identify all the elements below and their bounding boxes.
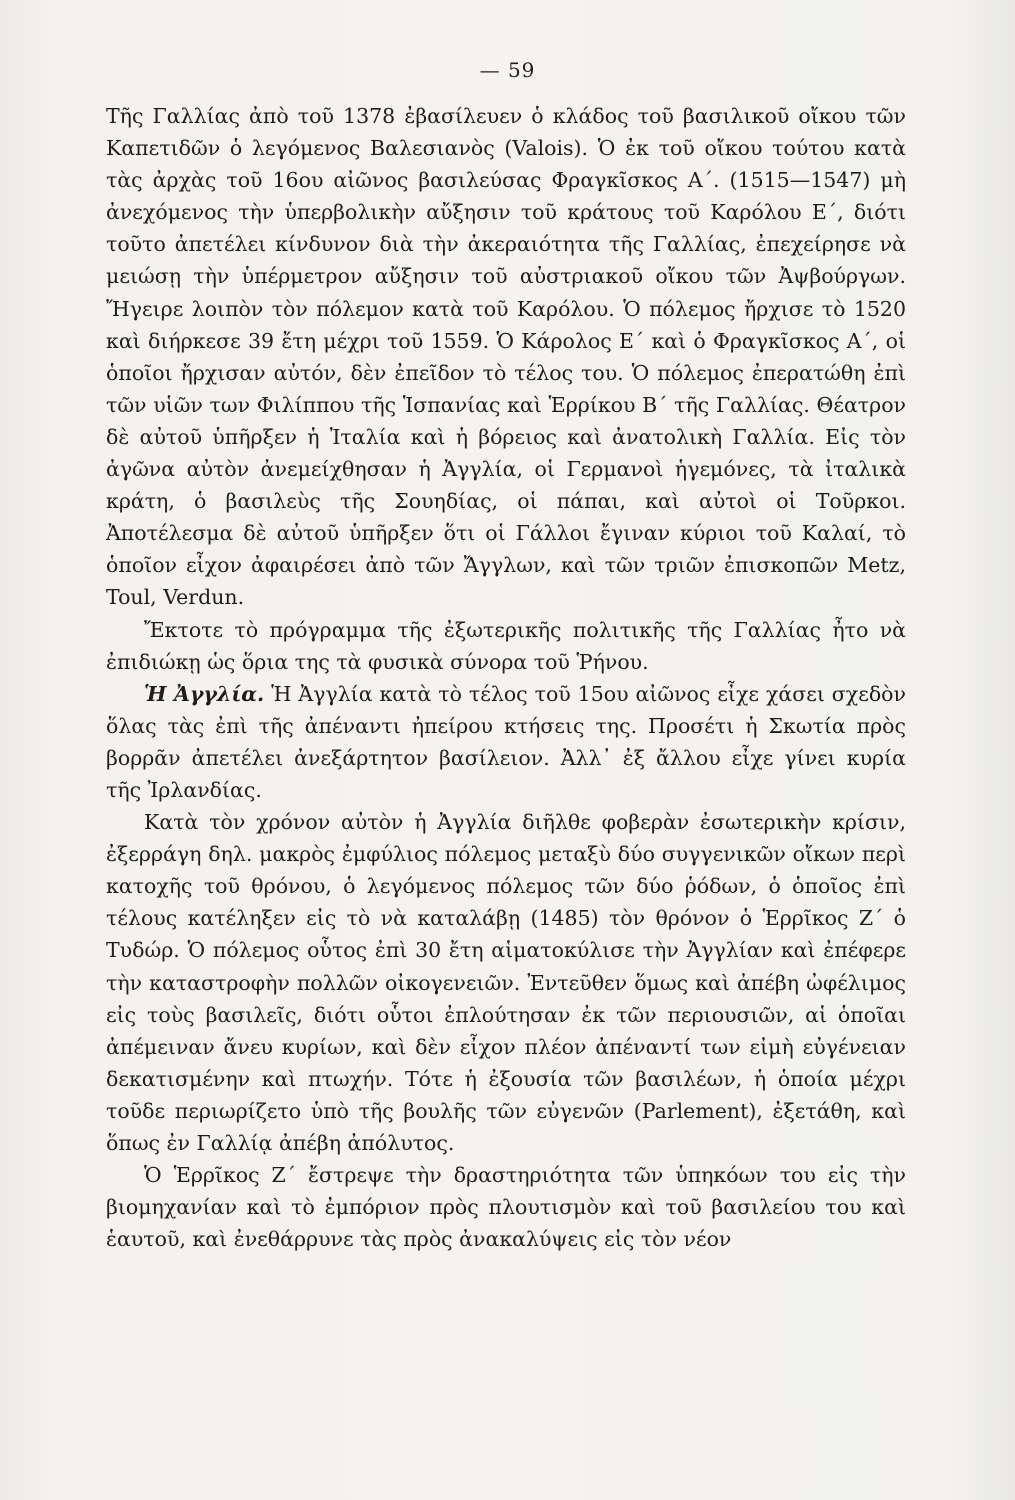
paragraph-england-intro <box>106 678 906 806</box>
paragraph-henry-vii: Ὁ Ἑρρῖκος Ζ΄ ἔστρεψε τὴν δραστηριότητα τῶν ὑπηκόων του εἰς τὴν βιομηχανίαν καὶ τὸ ἐμπόριον πρὸς πλουτισμὸν καὶ τοῦ βασιλείου του καὶ ἑαυτοῦ, καὶ ἐνεθάρρυνε τὰς πρὸς ἀνακαλύψεις εἰς τὸν νέον <box>106 1163 906 1252</box>
paragraph-england-text: Ἡ Ἀγγλία κατὰ τὸ τέλος τοῦ 15ου αἰῶνος εἶχε χάσει σχεδὸν ὅλας τὰς ἐπὶ τῆς ἀπέναντι ἠπείρου κτήσεις της. Προσέτι ἡ Σκωτία πρὸς βορρᾶν ἀπετέλει ἀνεξάρτητον βασίλειον. Ἀλλ᾿ ἐξ ἄλλου εἶχε γίνει κυρία τῆς Ἰρλανδίας. <box>106 681 906 802</box>
page-number: — 59 <box>479 58 536 82</box>
section-heading-england: Ἡ Ἀγγλία. <box>144 681 265 706</box>
paragraph-foreign-policy: Ἔκτοτε τὸ πρόγραμμα τῆς ἐξωτερικῆς πολιτικῆς τῆς Γαλλίας ἦτο νὰ ἐπιδιώκῃ ὡς ὅρια της τὰ φυσικὰ σύνορα τοῦ Ῥήνου. <box>106 617 906 674</box>
body-text <box>106 100 906 1255</box>
paragraph-wars-of-roses: Κατὰ τὸν χρόνον αὐτὸν ἡ Ἀγγλία διῆλθε φοβερὰν ἐσωτερικὴν κρίσιν, ἐξερράγη δηλ. μακρὸς ἐμφύλιος πόλεμος μεταξὺ δύο συγγενικῶν οἴκων περὶ κατοχῆς τοῦ θρόνου, ὁ λεγόμενος πόλεμος τῶν δύο ῥόδων, ὁ ὁποῖος ἐπὶ τέλους κατέληξεν εἰς τὸ νὰ καταλάβῃ (1485) τὸν θρόνον ὁ Ἑρρῖκος Ζ΄ ὁ Τυδώρ. Ὁ πόλεμος οὗτος ἐπὶ 30 ἔτη αἱματοκύλισε τὴν Ἀγγλίαν καὶ ἐπέφερε τὴν καταστροφὴν πολλῶν οἰκογενειῶν. Ἐντεῦθεν ὅμως καὶ ἀπέβη ὠφέλιμος εἰς τοὺς βασιλεῖς, διότι οὗτοι ἐπλούτησαν ἐκ τῶν περιουσιῶν, αἱ ὁποῖαι ἀπέμειναν ἄνευ κυρίων, καὶ δὲν εἶχον πλέον ἀπέναντί των εἰμὴ εὐγένειαν δεκατισμένην καὶ πτωχήν. Τότε ἡ ἐξουσία τῶν βασιλέων, ἡ ὁποία μέχρι τοῦδε περιωρίζετο ὑπὸ τῆς βουλῆς τῶν εὐγενῶν (Parlement), ἐξετάθη, καὶ ὅπως ἐν Γαλλίᾳ ἀπέβη ἀπόλυτος. <box>106 810 906 1155</box>
paragraph-france-wars: Τῆς Γαλλίας ἀπὸ τοῦ 1378 ἐβασίλευεν ὁ κλάδος τοῦ βασιλικοῦ οἴκου τῶν Καπετιδῶν ὁ λεγόμενος Βαλεσιανὸς (Valois). Ὁ ἐκ τοῦ οἴκου τούτου κατὰ τὰς ἀρχὰς τοῦ 16ου αἰῶνος βασιλεύσας Φραγκῖσκος Α΄. (1515—1547) μὴ ἀνεχόμενος τὴν ὑπερβολικὴν αὔξησιν τοῦ κράτους τοῦ Καρόλου Ε΄, διότι τοῦτο ἀπετέλει κίνδυνον διὰ τὴν ἀκεραιότητα τῆς Γαλλίας, ἐπεχείρησε νὰ μειώσῃ τὴν ὑπέρμετρον αὔξησιν τοῦ αὐστριακοῦ οἴκου τῶν Ἀψβούργων. Ἤγειρε λοιπὸν τὸν πόλεμον κατὰ τοῦ Καρόλου. Ὁ πόλεμος ἤρχισε τὸ 1520 καὶ διήρκεσε 39 ἔτη μέχρι τοῦ 1559. Ὁ Κάρολος Ε΄ καὶ ὁ Φραγκῖσκος Α΄, οἱ ὁποῖοι ἤρχισαν αὐτόν, δὲν ἐπεῖδον τὸ τέλος του. Ὁ πόλεμος ἐπερατώθη ἐπὶ τῶν υἱῶν των Φιλίππου τῆς Ἱσπανίας καὶ Ἑρρίκου Β΄ τῆς Γαλλίας. Θέατρον δὲ αὐτοῦ ὑπῆρξεν ἡ Ἰταλία καὶ ἡ βόρειος καὶ ἀνατολικὴ Γαλλία. Εἰς τὸν ἀγῶνα αὐτὸν ἀνεμείχθησαν ἡ Ἀγγλία, οἱ Γερμανοὶ ἡγεμόνες, τὰ ἰταλικὰ κράτη, ὁ βασιλεὺς τῆς Σουηδίας, οἱ πάπαι, καὶ αὐτοὶ οἱ Τοῦρκοι. Ἀποτέλεσμα δὲ αὐτοῦ ὑπῆρξεν ὅτι οἱ Γάλλοι ἔγιναν κύριοι τοῦ Καλαί, τὸ ὁποῖον εἶχον ἀφαιρέσει ἀπὸ τῶν Ἄγγλων, καὶ τῶν τριῶν ἐπισκοπῶν Metz, Toul, Verdun. <box>106 104 906 610</box>
